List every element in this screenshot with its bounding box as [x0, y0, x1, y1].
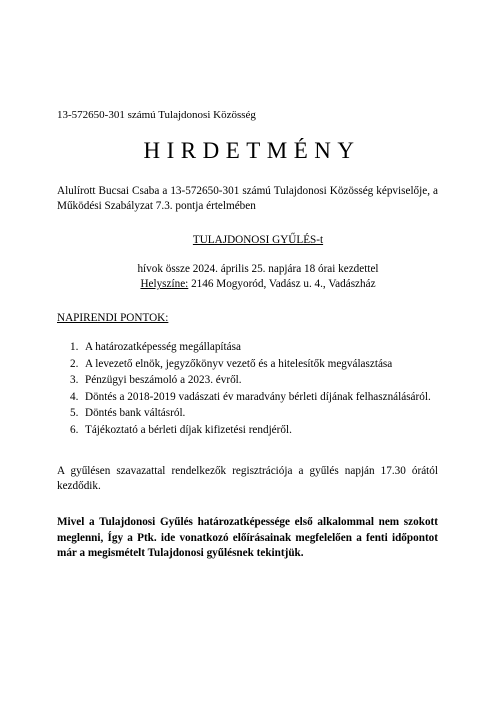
list-item — [57, 390, 437, 405]
registration-paragraph: A gyűlésen szavazattal rendelkezők regisztrációja a gyűlés napján 17.30 órától kezdődik. — [57, 465, 438, 492]
venue-line — [0, 277, 498, 292]
agenda-item-text: Tájékoztató a bérleti díjak kifizetési rendjéről. — [85, 423, 292, 436]
agenda-item-number: 5. — [70, 407, 79, 419]
list-item — [57, 406, 437, 421]
agenda-heading: NAPIRENDI PONTOK: — [57, 312, 169, 324]
list-item — [57, 340, 437, 355]
agenda-item-number: 2. — [70, 357, 79, 370]
agenda-item-number: 1. — [70, 341, 79, 353]
agenda-item-text: Döntés bank váltásról. — [85, 407, 186, 419]
owner-community-line: 13-572650-301 számú Tulajdonosi Közösség — [57, 109, 256, 121]
list-item — [57, 373, 437, 388]
quorum-notice: Mivel a Tulajdonosi Gyűlés határozatképessége első alkalommal nem szokott meglenni, Így a Ptk. ide vonatkozó előírásainak megfelelően a fenti időpontot már a megismételt Tulajdonosi gyűlésnek tekintjük. — [57, 516, 438, 559]
agenda-item-text: A határozatképesség megállapítása — [85, 341, 241, 353]
agenda-list — [57, 340, 437, 439]
list-item — [57, 357, 437, 372]
agenda-item-text: A levezető elnök, jegyzőkönyv vezető és a hitelesítők megválasztása — [85, 357, 393, 370]
agenda-item-number: 3. — [70, 374, 79, 386]
agenda-item-text: Döntés a 2018-2019 vadászati év maradvány bérleti díjának felhasználásáról. — [85, 390, 431, 403]
venue-value: 2146 Mogyoród, Vadász u. 4., Vadászház — [188, 278, 376, 290]
list-item — [57, 423, 437, 438]
agenda-item-number: 4. — [70, 390, 79, 403]
invitation-line: hívok össze 2024. április 25. napjára 18 órai kezdettel — [137, 263, 379, 275]
agenda-item-number: 6. — [70, 423, 79, 436]
agenda-item-text: Pénzügyi beszámoló a 2023. évről. — [85, 374, 242, 386]
document-title: HIRDETMÉNY — [143, 138, 361, 163]
venue-label: Helyszíne: — [140, 278, 189, 290]
meeting-name: TULAJDONOSI GYŰLÉS-t — [192, 234, 324, 246]
intro-paragraph: Alulírott Bucsai Csaba a 13-572650-301 számú Tulajdonosi Közösség képviselője, a Működési Szabályzat 7.3. pontja értelmében — [57, 185, 438, 212]
